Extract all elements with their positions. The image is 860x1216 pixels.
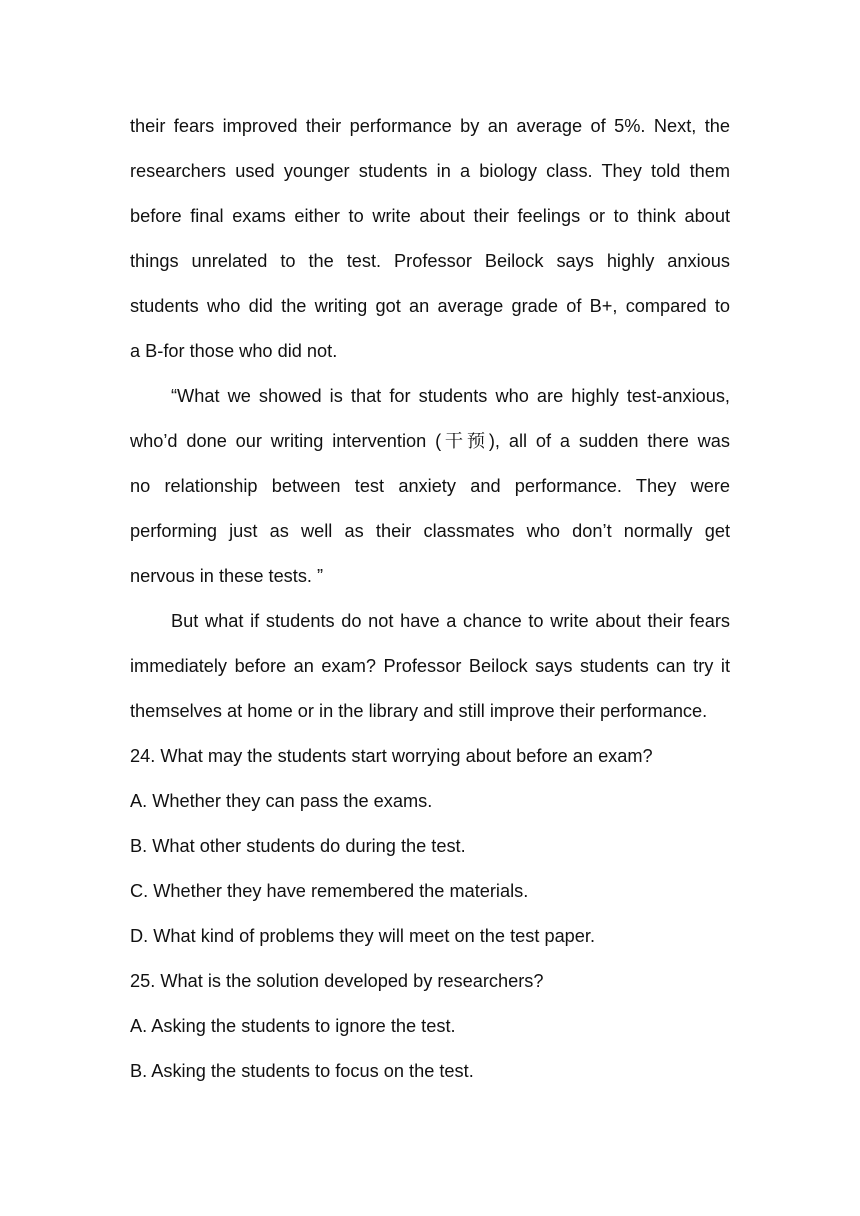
passage-line: themselves at home or in the library and still improve their performance. [130, 701, 708, 721]
passage-line: a B-for those who did not. [130, 341, 338, 361]
passage-line: who’d done our writing intervention (干预), all of a sudden there was [130, 431, 730, 451]
answer-option: A. Whether they can pass the exams. [130, 791, 433, 811]
passage-line: students who did the writing got an average grade of B+, compared to [130, 296, 730, 316]
question-25 [130, 959, 730, 1094]
page-content [130, 104, 730, 1094]
passage-line: things unrelated to the test. Professor Beilock says highly anxious [130, 251, 730, 271]
passage-line: before final exams either to write about their feelings or to think about [130, 206, 730, 226]
answer-option: D. What kind of problems they will meet on the test paper. [130, 926, 596, 946]
passage-line: But what if students do not have a chance to write about their fears [171, 611, 730, 631]
question-stem: 24. What may the students start worrying about before an exam? [130, 746, 653, 766]
answer-option: B. Asking the students to focus on the test. [130, 1061, 474, 1081]
answer-option: A. Asking the students to ignore the test. [130, 1016, 456, 1036]
answer-option: B. What other students do during the test. [130, 836, 466, 856]
reading-passage [130, 104, 730, 734]
passage-line: “What we showed is that for students who are highly test-anxious, [171, 386, 730, 406]
answer-option: C. Whether they have remembered the materials. [130, 881, 529, 901]
passage-line: researchers used younger students in a biology class. They told them [130, 161, 730, 181]
question-stem: 25. What is the solution developed by researchers? [130, 971, 544, 991]
passage-line: their fears improved their performance by an average of 5%. Next, the [130, 116, 730, 136]
passage-line: nervous in these tests. ” [130, 566, 324, 586]
question-24 [130, 734, 730, 959]
passage-line: no relationship between test anxiety and performance. They were [130, 476, 730, 496]
passage-line: performing just as well as their classmates who don’t normally get [130, 521, 730, 541]
passage-line: immediately before an exam? Professor Beilock says students can try it [130, 656, 730, 676]
